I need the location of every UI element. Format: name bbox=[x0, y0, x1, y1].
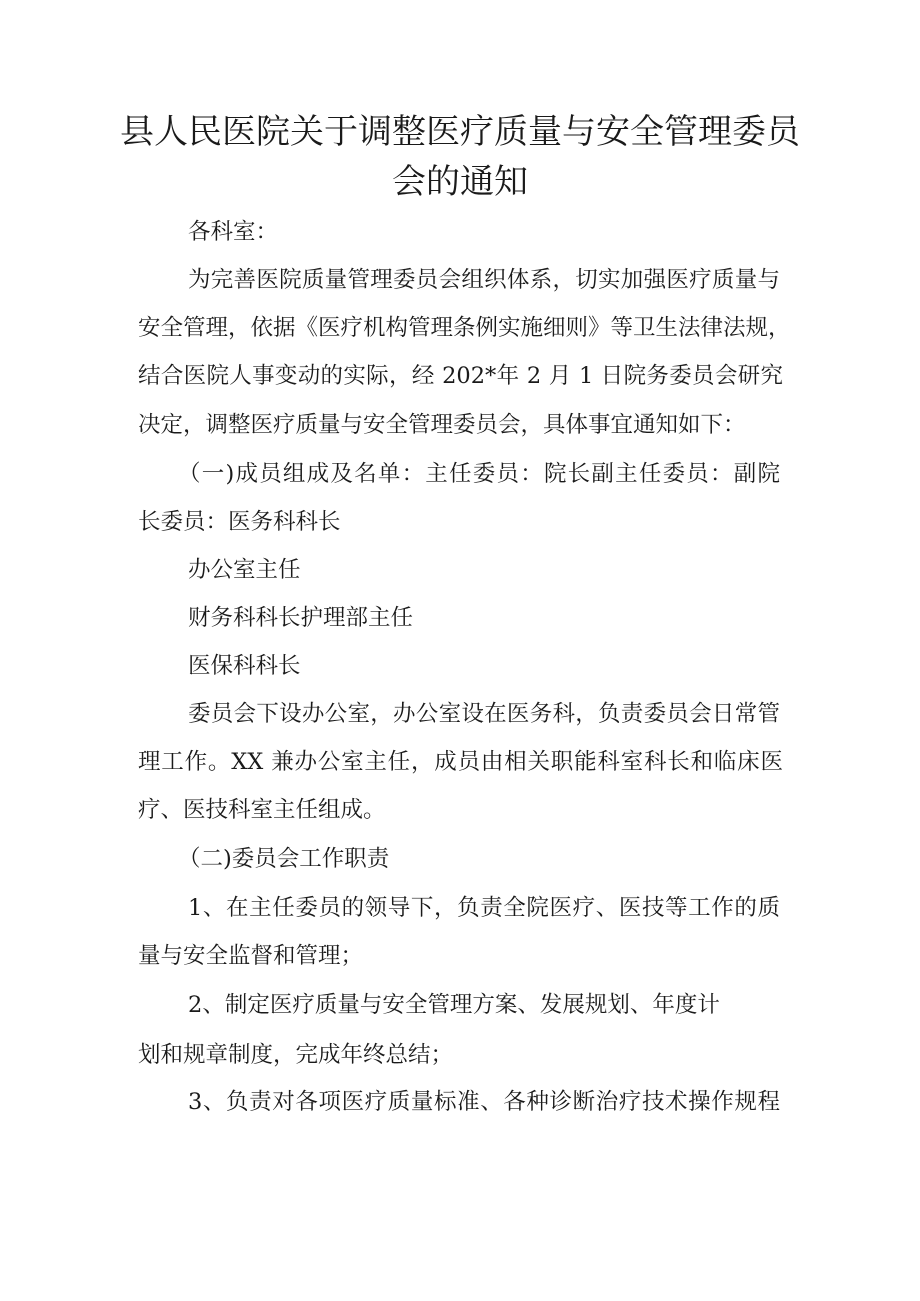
document-title-line-2: 会的通知 bbox=[392, 162, 528, 202]
paragraph-line: 长委员：医务科科长 bbox=[138, 509, 341, 535]
paragraph-line: 安全管理，依据《医疗机构管理条例实施细则》等卫生法律法规， bbox=[138, 315, 791, 341]
paragraph-line: 委员会下设办公室，办公室设在医务科，负责委员会日常管 bbox=[188, 701, 780, 727]
duty-item-3: 3、负责对各项医疗质量标准、各种诊断治疗技术操作规程 bbox=[188, 1089, 780, 1115]
member-line: 办公室主任 bbox=[188, 557, 301, 583]
duty-item-2-cont: 划和规章制度，完成年终总结； bbox=[138, 1042, 454, 1068]
duty-item-2: 2、制定医疗质量与安全管理方案、发展规划、年度计 bbox=[188, 992, 720, 1018]
duty-item-1: 1、在主任委员的领导下，负责全院医疗、医技等工作的质 bbox=[188, 895, 780, 921]
paragraph-line: 疗、医技科室主任组成。 bbox=[138, 797, 386, 823]
salutation: 各科室： bbox=[188, 219, 279, 245]
paragraph-line: 为完善医院质量管理委员会组织体系，切实加强医疗质量与 bbox=[188, 267, 780, 293]
section-heading-duties: （二)委员会工作职责 bbox=[178, 846, 390, 872]
paragraph-line: 理工作。XX 兼办公室主任，成员由相关职能科室科长和临床医 bbox=[138, 749, 783, 775]
document-title-line-1: 县人民医院关于调整医疗质量与安全管理委员 bbox=[120, 112, 800, 152]
paragraph-line: 结合医院人事变动的实际，经 202*年 2 月 1 日院务委员会研究 bbox=[138, 363, 783, 389]
member-line: 医保科科长 bbox=[188, 653, 301, 679]
member-line: 财务科科长护理部主任 bbox=[188, 605, 414, 631]
paragraph-line: 决定，调整医疗质量与安全管理委员会，具体事宜通知如下： bbox=[138, 412, 746, 438]
duty-item-1-cont: 量与安全监督和管理； bbox=[138, 943, 364, 969]
section-heading-members: （一)成员组成及名单：主任委员：院长副主任委员：副院 bbox=[178, 461, 780, 487]
